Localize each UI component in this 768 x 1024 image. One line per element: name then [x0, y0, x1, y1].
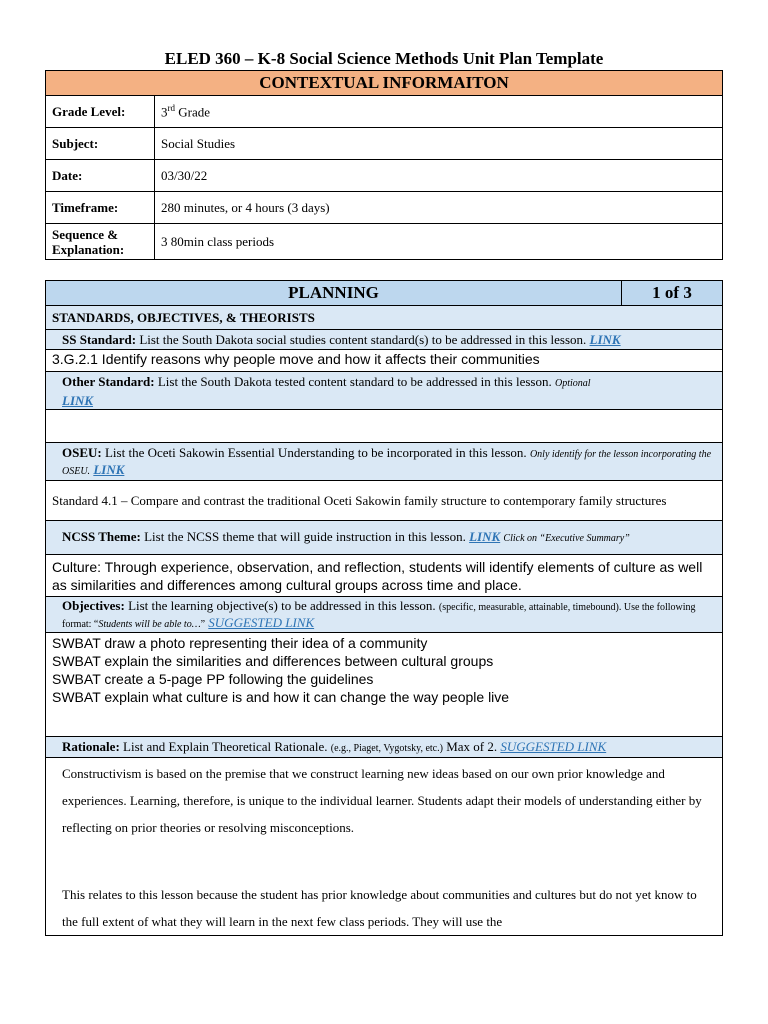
grade-level-value: 3rd Grade	[155, 96, 723, 128]
other-standard-label: Other Standard: List the South Dakota tested content standard to be addressed in this lesson. Optional LINK	[46, 372, 723, 410]
date-label: Date:	[46, 160, 155, 192]
date-value: 03/30/22	[155, 160, 723, 192]
contextual-header: CONTEXTUAL INFORMAITON	[46, 71, 723, 96]
timeframe-value: 280 minutes, or 4 hours (3 days)	[155, 192, 723, 224]
contextual-information-table	[45, 70, 723, 260]
timeframe-label: Timeframe:	[46, 192, 155, 224]
objective-item: SWBAT explain the similarities and differences between cultural groups	[52, 653, 494, 669]
rationale-paragraph: Constructivism is based on the premise that we construct learning new ideas based on our own prior knowledge and experiences. Learning, therefore, is unique to the individual learner. Students adapt their models of understanding either by reflecting on prior theories or resolving misconceptions.	[62, 766, 702, 835]
planning-table	[45, 280, 723, 936]
objectives-label: Objectives: List the learning objective(s) to be addressed in this lesson. (specific, measurable, attainable, timebound). Use the following format: “Students will be able to…” SUGGESTED LINK	[46, 597, 723, 633]
ss-standard-link[interactable]: LINK	[589, 331, 621, 347]
grade-level-label: Grade Level:	[46, 96, 155, 128]
objective-item: SWBAT create a 5-page PP following the guidelines	[52, 671, 374, 687]
subject-value: Social Studies	[155, 128, 723, 160]
subject-label: Subject:	[46, 128, 155, 160]
ncss-theme-label: NCSS Theme: List the NCSS theme that will guide instruction in this lesson. LINK Click on “Executive Summary”	[46, 521, 723, 555]
document-title: ELED 360 – K-8 Social Science Methods Unit Plan Template	[164, 49, 604, 68]
ss-standard-label: SS Standard: List the South Dakota social studies content standard(s) to be addressed in this lesson. LINK	[46, 330, 723, 350]
rationale-response	[46, 758, 723, 936]
oseu-label: OSEU: List the Oceti Sakowin Essential Understanding to be incorporated in this lesson. Only identify for the lesson incorporating the OSEU. LINK	[46, 443, 723, 481]
page-indicator: 1 of 3	[622, 281, 723, 306]
ncss-theme-link[interactable]: LINK	[469, 529, 501, 544]
ss-standard-response: 3.G.2.1 Identify reasons why people move and how it affects their communities	[46, 350, 723, 372]
planning-header: PLANNING	[46, 281, 622, 306]
sequence-value: 3 80min class periods	[155, 224, 723, 260]
objective-item: SWBAT explain what culture is and how it can change the way people live	[52, 689, 510, 705]
oseu-link[interactable]: LINK	[93, 461, 125, 477]
rationale-link[interactable]: SUGGESTED LINK	[500, 739, 607, 754]
objective-item: SWBAT draw a photo representing their idea of a community	[52, 635, 428, 651]
rationale-paragraph: This relates to this lesson because the student has prior knowledge about communities and cultures but do not yet know to the full extent of what they will learn in the next few class periods. They will use the	[62, 887, 697, 929]
objectives-response	[46, 633, 723, 737]
other-standard-response	[46, 410, 723, 443]
rationale-label: Rationale: List and Explain Theoretical Rationale. (e.g., Piaget, Vygotsky, etc.) Max of 2. SUGGESTED LINK	[46, 737, 723, 758]
section-heading: STANDARDS, OBJECTIVES, & THEORISTS	[46, 306, 723, 330]
other-standard-link[interactable]: LINK	[62, 392, 94, 408]
objectives-link[interactable]: SUGGESTED LINK	[208, 614, 315, 630]
sequence-label: Sequence & Explanation:	[46, 224, 155, 260]
oseu-response: Standard 4.1 – Compare and contrast the traditional Oceti Sakowin family structure to contemporary family structures	[46, 481, 723, 521]
ncss-theme-response: Culture: Through experience, observation, and reflection, students will identify elements of culture as well as similarities and differences among cultural groups across time and place.	[46, 555, 723, 597]
